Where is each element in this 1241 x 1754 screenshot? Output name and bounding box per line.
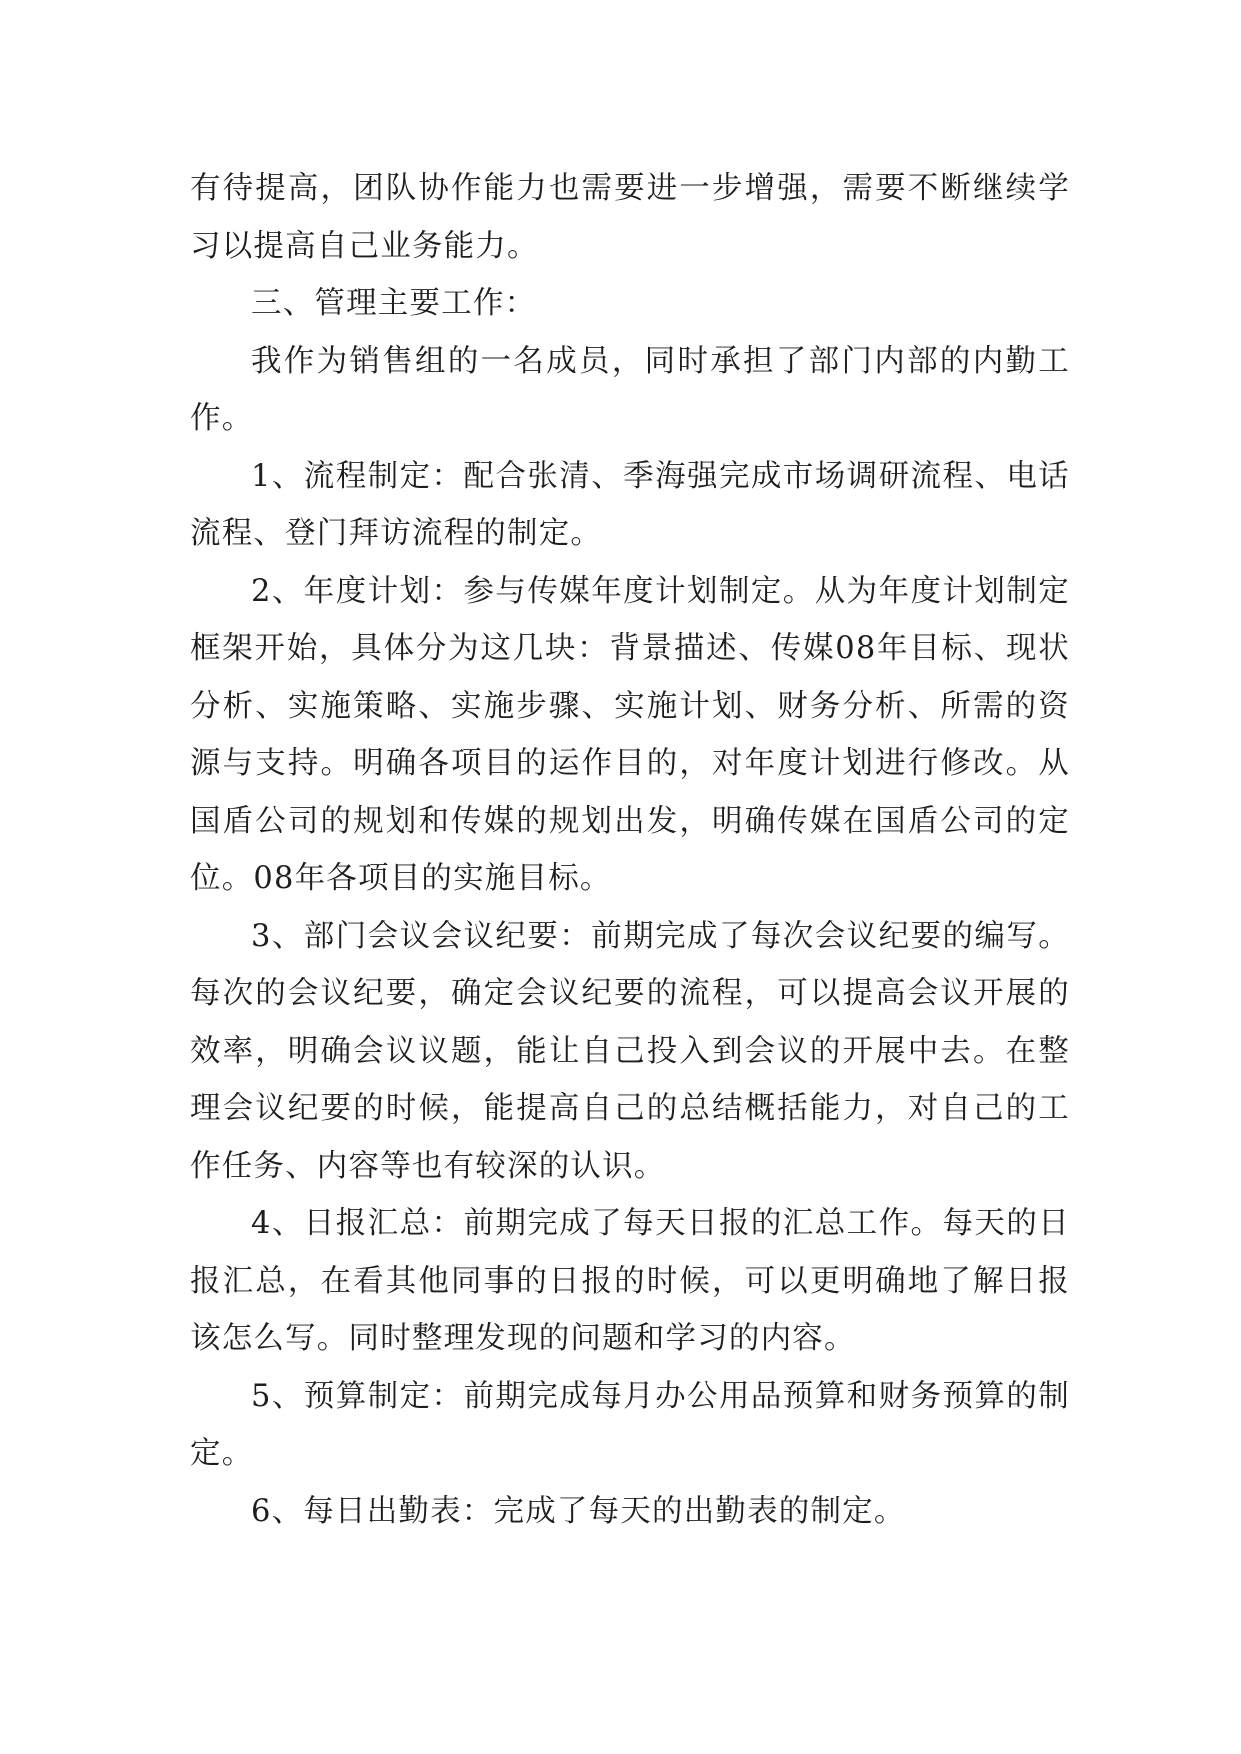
paragraph-role: 我作为销售组的一名成员，同时承担了部门内部的内勤工作。	[190, 343, 1070, 436]
paragraph-continued: 有待提高，团队协作能力也需要进一步增强，需要不断继续学习以提高自己业务能力。	[190, 171, 1070, 264]
list-item-attendance: 6、每日出勤表：完成了每天的出勤表的制定。	[251, 1493, 906, 1529]
list-item-daily-report: 4、日报汇总：前期完成了每天日报的汇总工作。每天的日报汇总，在看其他同事的日报的时候，可以更明确地了解日报该怎么写。同时整理发现的问题和学习的内容。	[190, 1206, 1070, 1356]
list-item-annual-plan: 2、年度计划：参与传媒年度计划制定。从为年度计划制定框架开始，具体分为这几块：背景描述、传媒08年目标、现状分析、实施策略、实施步骤、实施计划、财务分析、所需的资源与支持。明确各项目的运作目的，对年度计划进行修改。从国盾公司的规划和传媒的规划出发，明确传媒在国盾公司的定位。08年各项目的实施目标。	[190, 573, 1070, 896]
section-heading-management-work: 三、管理主要工作：	[251, 286, 537, 321]
list-item-process: 1、流程制定：配合张清、季海强完成市场调研流程、电话流程、登门拜访流程的制定。	[190, 458, 1070, 551]
document-body	[190, 160, 1070, 1540]
list-item-meeting-minutes: 3、部门会议会议纪要：前期完成了每次会议纪要的编写。每次的会议纪要，确定会议纪要的流程，可以提高会议开展的效率，明确会议议题，能让自己投入到会议的开展中去。在整理会议纪要的时候，能提高自己的总结概括能力，对自己的工作任务、内容等也有较深的认识。	[190, 918, 1070, 1184]
list-item-budget: 5、预算制定：前期完成每月办公用品预算和财务预算的制定。	[190, 1378, 1070, 1471]
